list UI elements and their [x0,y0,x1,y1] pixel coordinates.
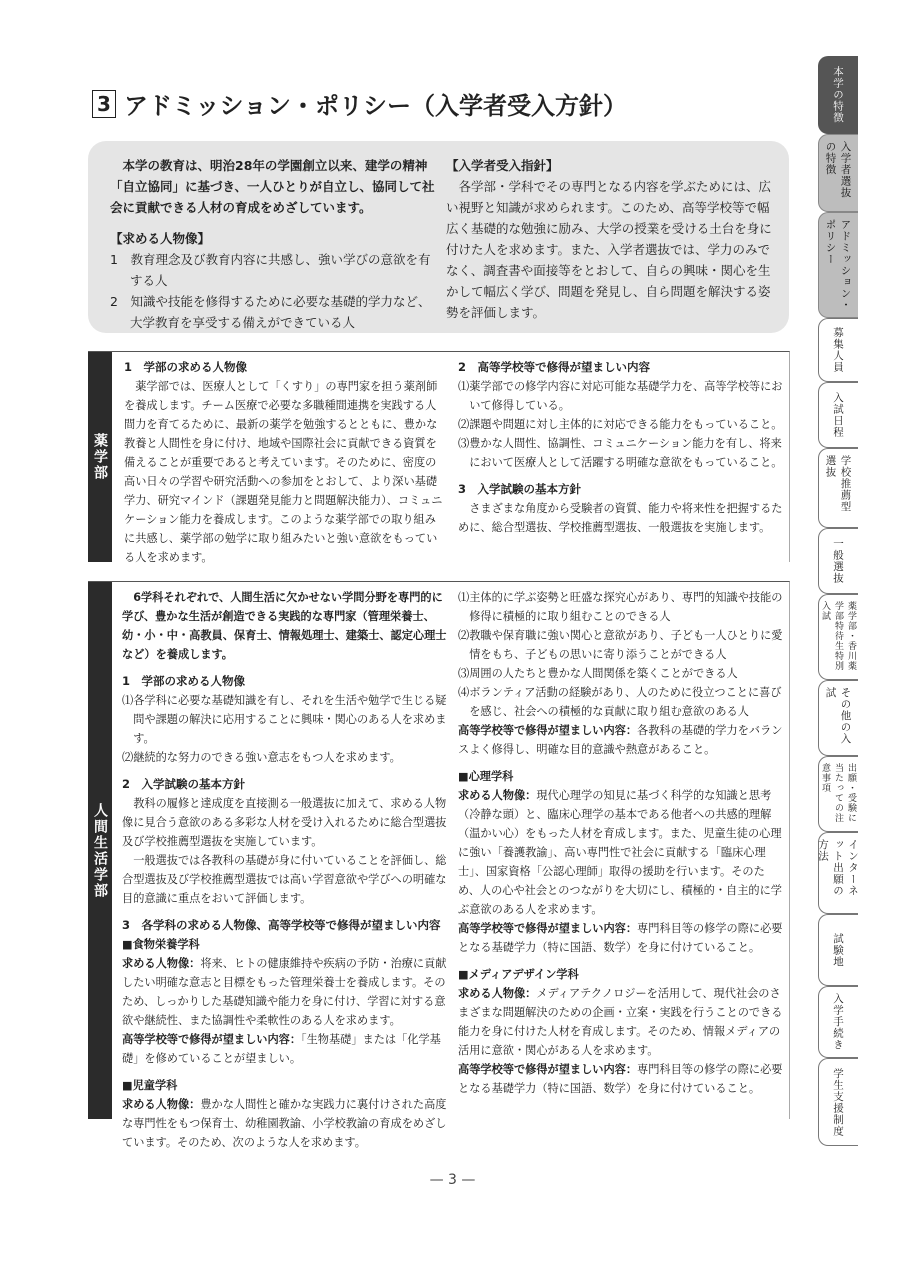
tab-admission-procedure[interactable]: 入学手続き [818,986,858,1058]
pharmacy-side-label: 薬学部 [88,352,112,562]
intro-lead: 本学の教育は、明治28年の学園創立以来、建学の精神「自立協同」に基づき、一人ひとりが自立し、協同して社会に貢献できる人材の育成をめざしています。 [110,158,435,215]
food-persona-label: 求める人物像： [122,957,201,970]
intro-left [110,155,440,333]
child-item-1: ⑴主体的に学ぶ姿勢と旺盛な探究心があり、専門的知識や技能の修得に積極的に取り組むことのできる人 [458,591,783,623]
psy-dept-heading: ■心理学科 [458,770,514,783]
child-study [458,721,783,759]
child-persona [122,1095,447,1152]
tab-special-scholarship[interactable]: 薬学部・香川薬学部特待生特別入試 [818,594,858,680]
human-life-h3: 3 各学科の求める人物像、高等学校等で修得が望ましい内容 [122,918,441,932]
tab-school-recommendation[interactable]: 学校推薦型選抜 [818,448,858,528]
child-study-label: 高等学校等で修得が望ましい内容： [458,724,638,737]
section-number: 3 [92,90,116,118]
psy-study [458,919,783,957]
pharmacy-item-1: ⑴薬学部での修学内容に対応可能な基礎学力を、高等学校等において修得している。 [458,380,783,412]
child-dept-heading: ■児童学科 [122,1079,178,1092]
media-study-label: 高等学校等で修得が望ましい内容： [458,1063,638,1076]
tab-notes[interactable]: 出願・受験に当たっての注意事項 [818,756,858,832]
media-persona-label: 求める人物像： [458,987,537,1000]
human-life-b2: 一般選抜では各教科の基礎が身に付いていることを評価し、総合型選抜及び学校推薦型選抜では高い学習意欲や学びへの明確な目的意識に重点をおいて評価します。 [122,854,447,905]
pharmacy-p3: さまざまな角度から受験者の資質、能力や将来性を把握するために、総合型選抜、学校推薦型選抜、一般選抜を実施します。 [458,502,783,534]
tab-selection-features[interactable]: 入学者選抜の特徴 [818,134,858,212]
pharmacy-left-col [124,358,444,567]
child-item-3: ⑶周囲の人たちと豊かな人間関係を築くことができる人 [458,667,738,680]
human-life-right-col [458,588,783,1098]
tab-student-support[interactable]: 学生支援制度 [818,1058,858,1146]
pharmacy-section [88,351,790,562]
tab-general-selection[interactable]: 一般選抜 [818,528,858,594]
pharmacy-h1: 1 学部の求める人物像 [124,360,248,374]
human-life-side-label: 人間生活学部 [88,582,112,1119]
media-study-text: 専門科目等の修学の際に必要となる基礎学力（特に国語、数学）を身に付けていること。 [458,1063,783,1095]
psy-persona [458,786,783,919]
persona-item-2: 2 知識や技能を修得するために必要な基礎的学力など、大学教育を享受する備えができている人 [110,294,431,330]
tab-features[interactable]: 本学の特徴 [818,56,858,134]
pharmacy-p1: 薬学部では、医療人として「くすり」の専門家を担う薬剤師を養成します。チーム医療で必要な多職種間連携を実践する人間力を育てるために、最新の薬学を勉強するとともに、豊かな教養と人間性を身に付け、地域や国際社会に貢献できる資質を備えることが重要であると考えています。そのために、密度の高い日々の学習や研究活動への参加をとおして、より深い基礎学力、研究マインド（課題発見能力と問題解決能力）、コミュニケーション能力を養成します。このような薬学部での取り組みに共感し、薬学部の勉学に取り組みたいと強い意欲をもっている人を求めます。 [124,380,443,564]
human-life-section [88,581,790,1149]
human-life-left-col [122,588,447,1152]
food-persona-text: 将来、ヒトの健康維持や疾病の予防・治療に貢献したい明確な意志と目標をもった管理栄養士を養成します。そのため、しっかりした基礎知識や能力を身に付け、学習に対する意欲や継続性、また協調性や柔軟性のある人を求めます。 [122,957,447,1027]
page-number: — 3 — [429,1172,476,1188]
pharmacy-item-3: ⑶豊かな人間性、協調性、コミュニケーション能力を有し、将来において医療人として活躍する明確な意欲をもっていること。 [458,437,783,469]
food-study-label: 高等学校等で修得が望ましい内容： [122,1033,302,1046]
tab-admission-policy[interactable]: アドミッション・ポリシー [818,212,858,318]
psy-study-text: 専門科目等の修学の際に必要となる基礎学力（特に国語、数学）を身に付けていること。 [458,922,783,954]
tab-exam-sites[interactable]: 試験地 [818,914,858,986]
tab-schedule[interactable]: 入試日程 [818,382,858,448]
media-study [458,1060,783,1098]
persona-item-1: 1 教育理念及び教育内容に共感し、強い学びの意欲を有する人 [110,252,431,288]
intro-right [446,155,776,323]
pharmacy-right-col [458,358,783,537]
human-life-h1: 1 学部の求める人物像 [122,674,246,688]
tab-internet-application[interactable]: インターネット出願の方法 [818,832,858,914]
pharmacy-h3: 3 入学試験の基本方針 [458,482,582,496]
media-persona-text: メディアテクノロジーを活用して、現代社会のさまざまな問題解決のための企画・立案・実践を行うことのできる能力を身に付けた人材を育成します。そのため、情報メディアの活用に意欲・関心がある人を求めます。 [458,987,783,1057]
media-persona [458,984,783,1060]
page-title [92,86,627,121]
child-persona-label: 求める人物像： [122,1098,201,1111]
tab-enrollment[interactable]: 募集人員 [818,318,858,382]
tab-other-exams[interactable]: その他の入試 [818,680,858,756]
food-study [122,1030,447,1068]
human-life-a1: ⑴各学科に必要な基礎知識を有し、それを生活や勉学で生じる疑問や課題の解決に応用することに興味・関心のある人を求めます。 [122,694,447,745]
policy-heading: 【入学者受入指針】 [446,158,559,173]
intro-box [88,141,789,333]
child-study-text: 各教科の基礎的学力をバランスよく修得し、明確な目的意識や熱意があること。 [458,724,783,756]
pharmacy-item-2: ⑵課題や問題に対し主体的に対応できる能力をもっていること。 [458,418,783,431]
child-item-2: ⑵教職や保育職に強い関心と意欲があり、子ども一人ひとりに愛情をもち、子どもの思いに寄り添うことができる人 [458,629,783,661]
human-life-lead: 6学科それぞれで、人間生活に欠かせない学問分野を専門的に学び、豊かな生活が創造できる実践的な専門家（管理栄養士、幼・小・中・高教員、保育士、情報処理士、建築士、認定心理士など）を養成します。 [122,591,447,661]
human-life-h2: 2 入学試験の基本方針 [122,777,246,791]
media-dept-heading: ■メディアデザイン学科 [458,968,579,981]
psy-persona-text: 現代心理学の知見に基づく科学的な知識と思考（冷静な頭）と、臨床心理学の基本である他者への共感的理解（温かい心）をもった人材を育成します。また、児童生徒の心理に強い「養護教諭」、高い専門性で社会に貢献する「臨床心理士」、国家資格「公認心理師」取得の援助を行います。そのため、人の心や社会とのつながりを大切にし、積極的・自主的に学ぶ意欲のある人を求めます。 [458,789,782,916]
psy-study-label: 高等学校等で修得が望ましい内容： [458,922,638,935]
psy-persona-label: 求める人物像： [458,789,537,802]
food-persona [122,954,447,1030]
policy-text: 各学部・学科でその専門となる内容を学ぶためには、広い視野と知識が求められます。このため、高等学校等で幅広く基礎的な勉強に励み、大学の授業を受ける土台を身に付けた人を求めます。また、入学者選抜では、学力のみでなく、調査書や面接等をとおして、自らの興味・関心を生かして幅広く学び、問題を発見し、自ら問題を解決する姿勢を評価します。 [446,179,772,320]
persona-heading: 【求める人物像】 [110,231,211,246]
food-study-text: 「生物基礎」または「化学基礎」を修めていることが望ましい。 [122,1033,441,1065]
child-persona-text: 豊かな人間性と確かな実践力に裏付けされた高度な専門性をもつ保育士、幼稚園教諭、小学校教諭の育成をめざしています。そのため、次のような人を求めます。 [122,1098,447,1149]
food-dept-heading: ■食物栄養学科 [122,938,200,951]
pharmacy-h2: 2 高等学校等で修得が望ましい内容 [458,360,650,374]
human-life-a2: ⑵継続的な努力のできる強い意志をもつ人を求めます。 [122,751,401,764]
child-item-4: ⑷ボランティア活動の経験があり、人のために役立つことに喜びを感じ、社会への積極的な貢献に取り組む意欲のある人 [458,686,782,718]
human-life-b1: 教科の履修と達成度を直接測る一般選抜に加えて、求める人物像に見合う意欲のある多彩な人材を受け入れるために総合型選抜及び学校推薦型選抜を実施しています。 [122,797,447,848]
section-title: アドミッション・ポリシー（入学者受入方針） [124,92,628,120]
